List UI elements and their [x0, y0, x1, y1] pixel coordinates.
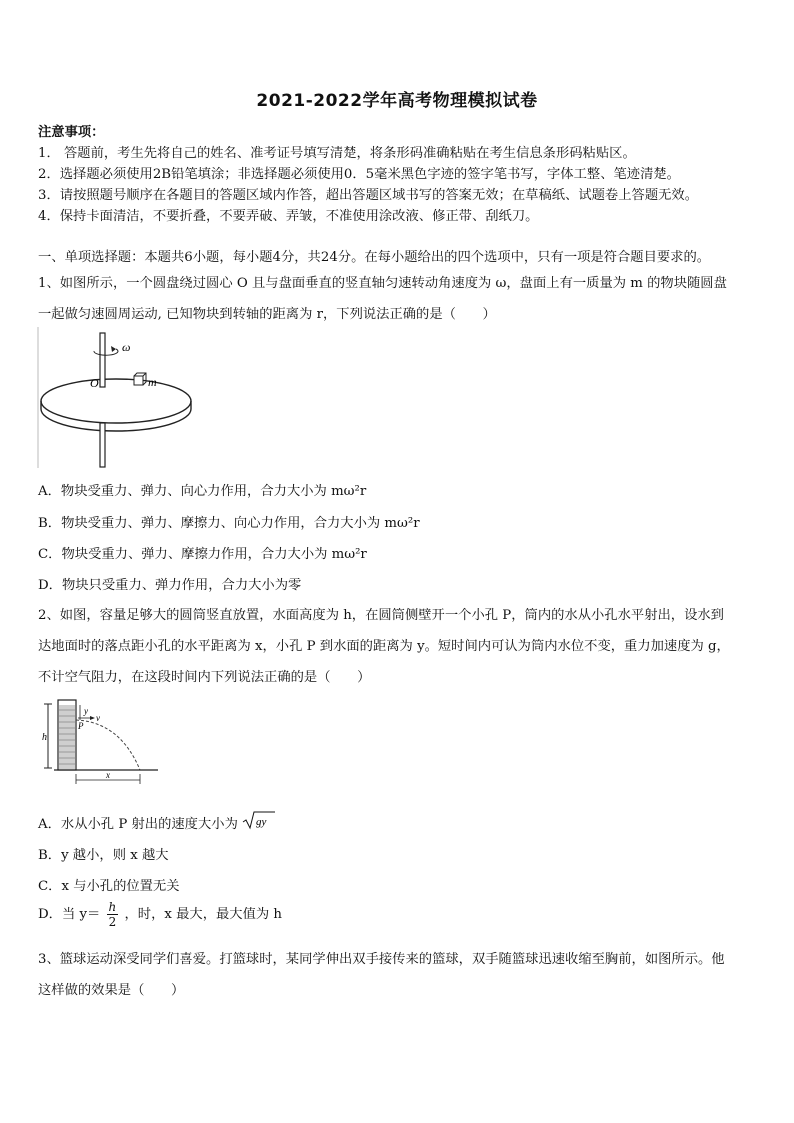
- q2-option-d-pre: D．当 y＝: [38, 907, 101, 922]
- q2-option-c: C．x 与小孔的位置无关: [38, 879, 180, 894]
- q2-stem-line1: 2、如图，容量足够大的圆筒竖直放置，水面高度为 h，在圆筒侧壁开一个小孔 P，筒内的水从小孔水平射出，设水到: [38, 608, 724, 623]
- q2-stem-line3: 不计空气阻力，在这段时间内下列说法正确的是（ ）: [38, 670, 371, 685]
- notice-item-4: 4．保持卡面清洁，不要折叠，不要弄破、弄皱，不准使用涂改液、修正带、刮纸刀。: [38, 209, 539, 224]
- q1-option-c: C．物块受重力、弹力、摩擦力作用，合力大小为 mω²r: [38, 547, 367, 562]
- v-label: v: [96, 713, 100, 723]
- x-label: x: [106, 770, 110, 780]
- q1-option-b: B．物块受重力、弹力、摩擦力、向心力作用，合力大小为 mω²r: [38, 516, 420, 531]
- fraction-numerator: h: [108, 900, 117, 914]
- q2-option-a: [38, 808, 276, 832]
- sqrt-icon: [242, 810, 276, 830]
- p-label: P: [78, 721, 84, 731]
- notice-item-1: 1． 答题前，考生先将自己的姓名、准考证号填写清楚，将条形码准确粘贴在考生信息条形码粘贴区。: [38, 146, 636, 161]
- q2-stem-line2: 达地面时的落点距小孔的水平距离为 x，小孔 P 到水面的距离为 y。短时间内可认为筒内水位不变，重力加速度为 g，: [38, 639, 730, 654]
- fraction-h-over-2: [107, 900, 119, 929]
- q1-option-d: D．物块只受重力、弹力作用，合力大小为零: [38, 578, 302, 593]
- q1-stem-line1: 1、如图所示，一个圆盘绕过圆心 O 且与盘面垂直的竖直轴匀速转动角速度为 ω，盘面上有一质量为 m 的物块随圆盘: [38, 276, 727, 291]
- q2-option-a-text: A．水从小孔 P 射出的速度大小为: [38, 817, 238, 832]
- notice-item-2: 2．选择题必须使用2B铅笔填涂；非选择题必须使用0．5毫米黑色字迹的签字笔书写，字体工整、笔迹清楚。: [38, 167, 680, 182]
- h-label: h: [42, 732, 47, 743]
- q2-option-b: B．y 越小，则 x 越大: [38, 848, 169, 863]
- page-title: 2021-2022学年高考物理模拟试卷: [256, 91, 538, 111]
- q3-stem-line2: 这样做的效果是（ ）: [38, 983, 185, 998]
- section-heading: 一、单项选择题：本题共6小题，每小题4分，共24分。在每小题给出的四个选项中，只有一项是符合题目要求的。: [38, 250, 711, 265]
- q1-stem-line2: 一起做匀速圆周运动, 已知物块到转轴的距离为 r，下列说法正确的是（ ）: [38, 307, 496, 322]
- mass-m-label: m: [148, 375, 157, 389]
- center-o-label: O: [90, 376, 99, 390]
- water-cylinder-figure: [40, 696, 165, 788]
- sqrt-gy: gy: [256, 816, 267, 828]
- q3-stem-line1: 3、篮球运动深受同学们喜爱。打篮球时，某同学伸出双手接传来的篮球，双手随篮球迅速收缩至胸前，如图所示。他: [38, 952, 725, 967]
- q2-option-d: [38, 900, 282, 929]
- omega-label: ω: [122, 340, 131, 354]
- y-label: y: [84, 706, 88, 716]
- notice-item-3: 3．请按照题号顺序在各题目的答题区域内作答，超出答题区域书写的答案无效；在草稿纸、试题卷上答题无效。: [38, 188, 699, 203]
- notice-heading: 注意事项：: [38, 125, 105, 140]
- rotating-disk-figure: [36, 325, 196, 470]
- fraction-denominator: 2: [108, 915, 117, 929]
- q2-option-d-post: ，时，x 最大，最大值为 h: [124, 907, 282, 922]
- q1-option-a: A．物块受重力、弹力、向心力作用，合力大小为 mω²r: [38, 484, 367, 499]
